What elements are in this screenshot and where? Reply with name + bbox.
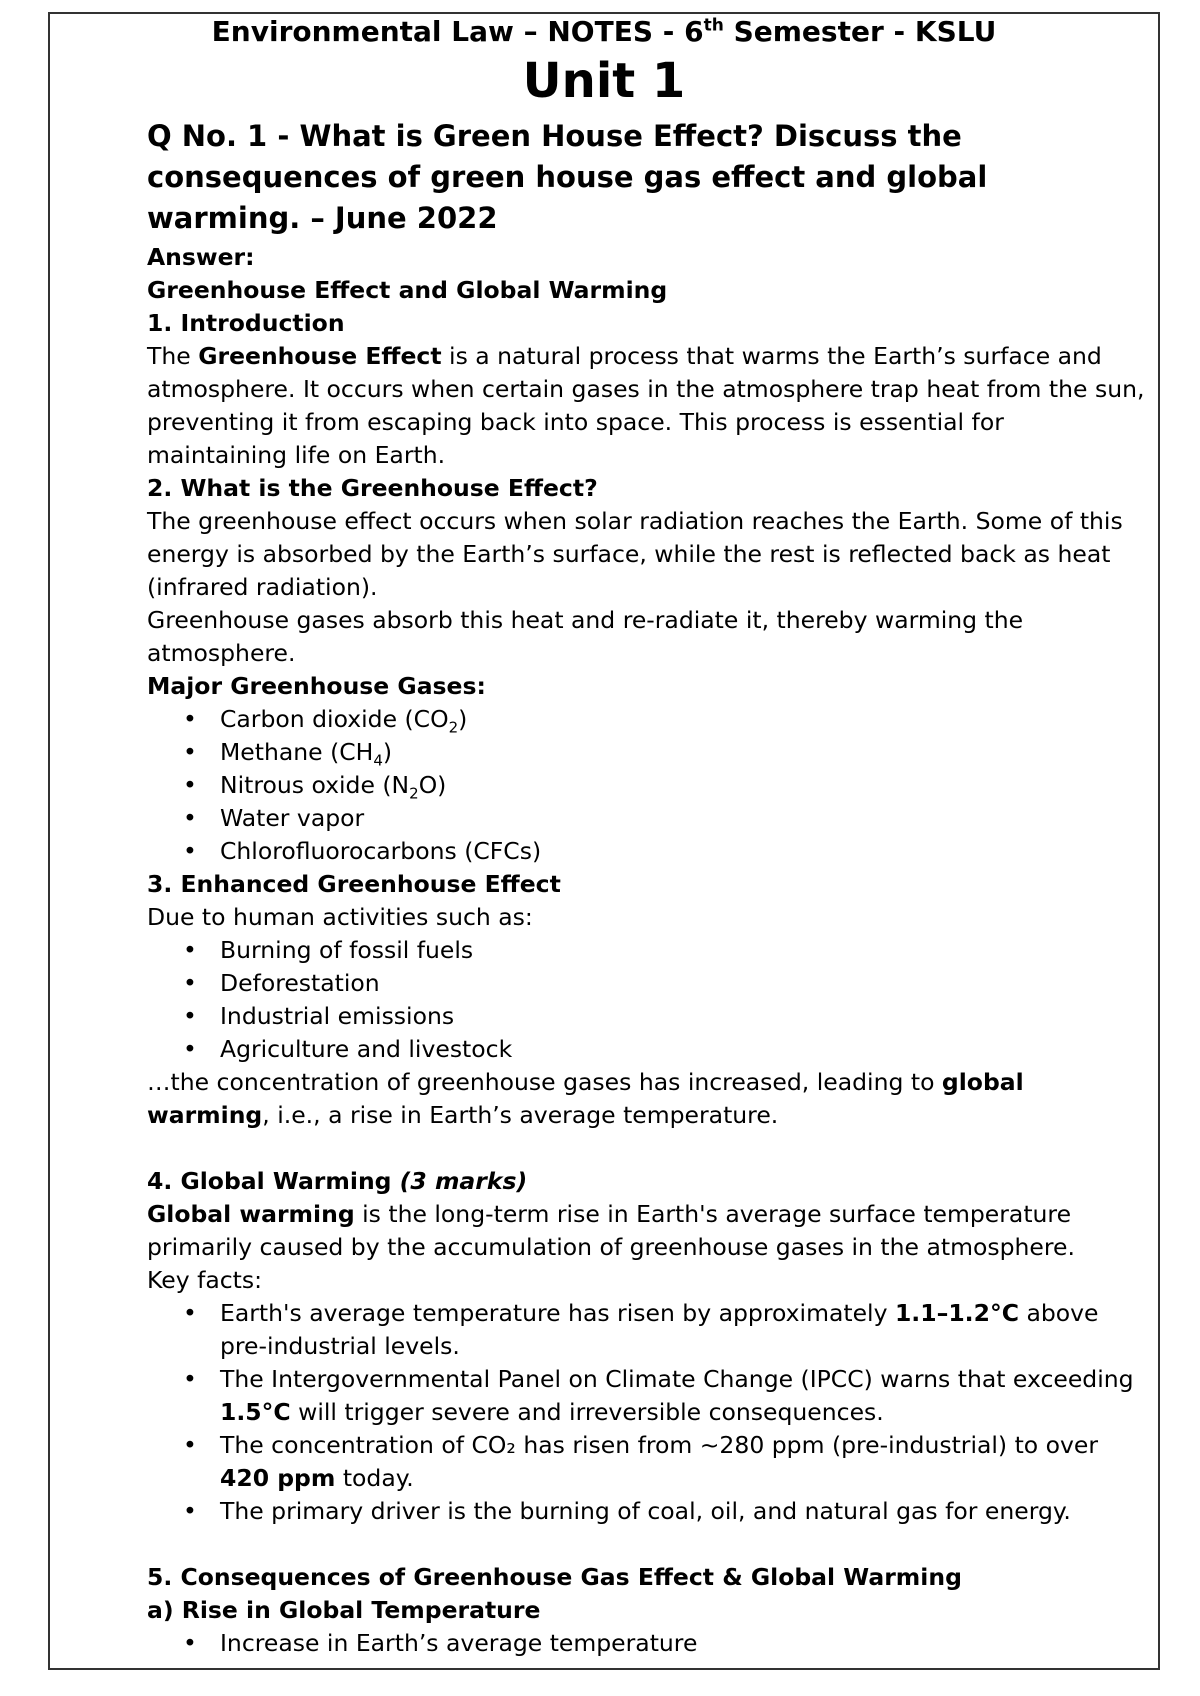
- global-warming-paragraph: [147, 1198, 1147, 1264]
- bullet-icon: •: [183, 738, 197, 766]
- list-item: [147, 1627, 1147, 1660]
- text-run: today.: [335, 1464, 414, 1492]
- text-run: Methane (CH: [220, 738, 374, 766]
- key-facts-label: Key facts:: [147, 1266, 263, 1294]
- bold-term: 1.1–1.2°C: [894, 1299, 1019, 1327]
- header-title-tail: Semester - KSLU: [723, 15, 997, 48]
- unit-title: Unit 1: [522, 53, 686, 109]
- text-run: Water vapor: [220, 804, 365, 832]
- list-item: [147, 835, 1147, 868]
- bullet-icon: •: [183, 1365, 197, 1393]
- text-run: 4. Global Warming: [147, 1167, 400, 1195]
- bullet-icon: •: [183, 969, 197, 997]
- facts-list: [147, 1297, 1147, 1528]
- bold-term: Greenhouse Effect: [198, 342, 442, 370]
- bullet-icon: •: [183, 1035, 197, 1063]
- text-run: is the long-term rise in Earth's average surface temperature primarily caused by the accumulation of greenhouse gases in the atmosphere.: [147, 1200, 1075, 1261]
- text-run: The primary driver is the burning of coal, oil, and natural gas for energy.: [220, 1497, 1071, 1525]
- bold-term: 420 ppm: [220, 1464, 336, 1492]
- list-item: [147, 703, 1147, 736]
- text-run: Nitrous oxide (N: [220, 771, 410, 799]
- subheading-rise-in-temperature: a) Rise in Global Temperature: [147, 1596, 541, 1624]
- list-item: [147, 802, 1147, 835]
- bullet-icon: •: [183, 1497, 197, 1525]
- section-heading-enhanced: 3. Enhanced Greenhouse Effect: [147, 870, 561, 898]
- text-run: Carbon dioxide (CO: [220, 705, 449, 733]
- bullet-icon: •: [183, 705, 197, 733]
- bullet-icon: •: [183, 1431, 197, 1459]
- section-heading-introduction: 1. Introduction: [147, 309, 345, 337]
- bold-term: 1.5°C: [220, 1398, 291, 1426]
- text-run: above pre-industrial levels.: [220, 1299, 1099, 1360]
- list-item: [147, 1363, 1147, 1429]
- bullet-icon: •: [183, 936, 197, 964]
- text-run: Industrial emissions: [220, 1002, 455, 1030]
- subscript: 2: [448, 718, 459, 737]
- introduction-paragraph: [147, 340, 1147, 472]
- text-run: The Intergovernmental Panel on Climate Change (IPCC) warns that exceeding: [220, 1365, 1134, 1393]
- consequences-list: [147, 1627, 1147, 1660]
- spacer: [147, 1528, 1147, 1561]
- text-run: Earth's average temperature has risen by approximately: [220, 1299, 895, 1327]
- main-heading: Greenhouse Effect and Global Warming: [147, 276, 668, 304]
- bullet-icon: •: [183, 1299, 197, 1327]
- bold-term: Global warming: [147, 1200, 355, 1228]
- list-item: [147, 967, 1147, 1000]
- text-run: is a natural process that warms the Earth’s surface and atmosphere. It occurs when certain gases in the atmosphere trap heat from the sun, preventing it from escaping back into space. This process is essential for maintaining life on Earth.: [147, 342, 1145, 469]
- bullet-icon: •: [183, 804, 197, 832]
- text-run: Agriculture and livestock: [220, 1035, 513, 1063]
- enhanced-conclusion: [147, 1066, 1147, 1132]
- bullet-icon: •: [183, 837, 197, 865]
- bullet-icon: •: [183, 1002, 197, 1030]
- section-heading-consequences: 5. Consequences of Greenhouse Gas Effect & Global Warming: [147, 1563, 962, 1591]
- header-title-superscript: th: [703, 15, 724, 36]
- text-run: Chlorofluorocarbons (CFCs): [220, 837, 542, 865]
- enhanced-intro: Due to human activities such as:: [147, 903, 533, 931]
- marks-note: (3 marks): [399, 1167, 528, 1195]
- text-run: will trigger severe and irreversible consequences.: [290, 1398, 884, 1426]
- text-run: , i.e., a rise in Earth’s average temperature.: [262, 1101, 779, 1129]
- gases-heading: Major Greenhouse Gases:: [147, 672, 486, 700]
- header-title-main: Environmental Law – NOTES - 6: [211, 15, 704, 48]
- text-run: O): [418, 771, 447, 799]
- text-run: Burning of fossil fuels: [220, 936, 474, 964]
- bullet-icon: •: [183, 771, 197, 799]
- list-item: [147, 1495, 1147, 1528]
- answer-label: Answer:: [147, 243, 255, 271]
- question-heading: Q No. 1 - What is Green House Effect? Discuss the consequences of green house gas effect and global warming. – June 2022: [147, 119, 988, 235]
- text-run: Increase in Earth’s average temperature: [220, 1629, 698, 1657]
- text-run: Deforestation: [220, 969, 380, 997]
- section-heading-global-warming: [147, 1165, 1147, 1198]
- what-is-paragraph-1: The greenhouse effect occurs when solar radiation reaches the Earth. Some of this energy is absorbed by the Earth’s surface, while the rest is reflected back as heat (infrared radiation).: [147, 507, 1123, 601]
- list-item: [147, 1033, 1147, 1066]
- what-is-paragraph-2: Greenhouse gases absorb this heat and re-radiate it, thereby warming the atmosphere.: [147, 606, 1024, 667]
- spacer: [147, 1132, 1147, 1165]
- list-item: [147, 769, 1147, 802]
- list-item: [147, 1297, 1147, 1363]
- document-body: [147, 12, 1147, 1660]
- list-item: [147, 736, 1147, 769]
- text-run: ): [458, 705, 468, 733]
- subscript: 2: [409, 784, 419, 803]
- text-run: The concentration of CO₂ has risen from ~280 ppm (pre-industrial) to over: [220, 1431, 1099, 1459]
- list-item: [147, 934, 1147, 967]
- text-run: The: [147, 342, 199, 370]
- list-item: [147, 1000, 1147, 1033]
- section-heading-what-is: 2. What is the Greenhouse Effect?: [147, 474, 598, 502]
- gases-list: [147, 703, 1147, 868]
- document-header: [48, 12, 1160, 52]
- bold-term: global warming: [147, 1068, 1024, 1129]
- text-run: ): [382, 738, 393, 766]
- text-run: …the concentration of greenhouse gases has increased, leading to: [147, 1068, 942, 1096]
- subscript: 4: [373, 751, 383, 770]
- list-item: [147, 1429, 1147, 1495]
- bullet-icon: •: [183, 1629, 197, 1657]
- activities-list: [147, 934, 1147, 1066]
